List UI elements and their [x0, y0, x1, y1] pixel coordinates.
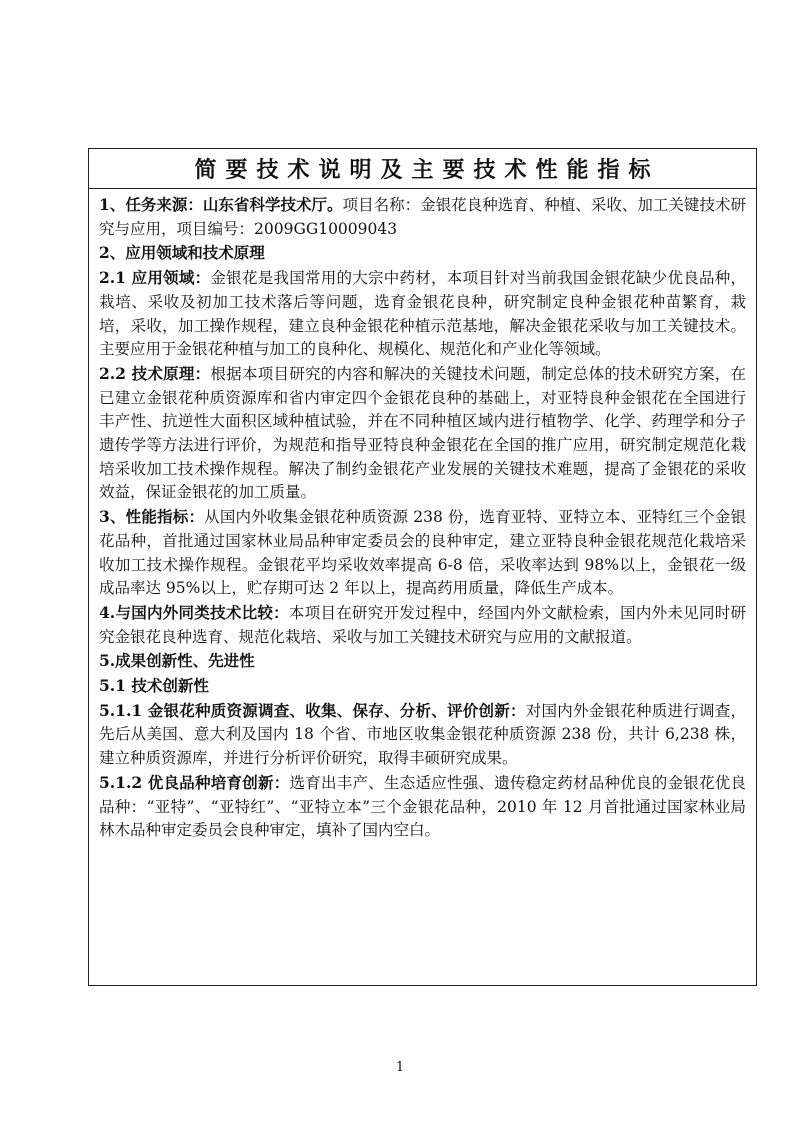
- section-heading: 5.1.1 金银花种质资源调查、收集、保存、分析、评价创新：: [99, 700, 526, 720]
- section-text: 从国内外收集金银花种质资源 238 份，选育亚特、亚特立本、亚特红三个金银花品种，首批通过国家林业局品种审定委员会的良种审定，建立亚特良种金银花规范化栽培采收加工技术操作规程。金银花平均采收效率提高 6-8 倍，采收率达到 98%以上，金银花一级成品率达 95%以上，贮存期可达 2 年以上，提高药用质量，降低生产成本。: [99, 508, 746, 598]
- section-heading: 2、应用领域和技术原理: [99, 243, 265, 263]
- section-text: 本项目在研究开发过程中，经国内外文献检索，国内外未见同时研究金银花良种选育、规范化栽培、采收与加工关键技术研究与应用的文献报道。: [99, 603, 746, 646]
- section-text: 对国内外金银花种质进行调查，先后从美国、意大利及国内 18 个省、市地区收集金银花种质资源 238 份，共计 6,238 株，建立种质资源库，并进行分析评价研究，取得丰硕研究成果。: [99, 701, 746, 768]
- section-heading: 2.1 应用领域：: [99, 268, 211, 288]
- section-text: 项目名称：金银花良种选育、种植、采收、加工关键技术研究与应用，项目编号：2009GG10009043: [99, 196, 746, 238]
- section-heading: 2.2 技术原理：: [99, 363, 211, 383]
- document-title: 简要技术说明及主要技术性能指标: [89, 149, 756, 189]
- section-text: 选育出丰产、生态适应性强、遗传稳定药材品种优良的金银花优良品种：“亚特”、“亚特红”、“亚特立本”三个金银花品种，2010 年 12 月首批通过国家林业局林木品种审定委员会良种审定，填补了国内空白。: [99, 773, 746, 840]
- section-heading: 3、性能指标：: [99, 507, 205, 527]
- section-application: [99, 241, 746, 266]
- section-heading: 5.1.2 优良品种培育创新：: [99, 772, 290, 792]
- page-number: 1: [395, 1060, 405, 1075]
- section-text: 金银花是我国常用的大宗中药材，本项目针对当前我国金银花缺少优良品种，栽培、采收及初加工技术落后等问题，选育金银花良种，研究制定良种金银花种苗繁育，栽培，采收，加工操作规程，建立良种金银花种植示范基地，解决金银花采收与加工关键技术。主要应用于金银花种植与加工的良种化、规模化、规范化和产业化等领域。: [99, 269, 746, 359]
- section-application-field: [99, 266, 746, 362]
- section-text: 根据本项目研究的内容和解决的关键技术问题，制定总体的技术研究方案，在已建立金银花种质资源库和省内审定四个金银花良种的基础上，对亚特良种金银花在全国进行丰产性、抗逆性大面积区域种植试验，并在不同种植区域内进行植物学、化学、药理学和分子遗传学等方法进行评价，为规范和指导亚特良种金银花在全国的推广应用，研究制定规范化栽培采收加工技术操作规程。解决了制约金银花产业发展的关键技术难题，提高了金银花的采收效益，保证金银花的加工质量。: [99, 364, 746, 502]
- section-heading: 5.1 技术创新性: [99, 676, 209, 696]
- section-heading: 4.与国内外同类技术比较：: [99, 602, 289, 622]
- document-frame: [88, 148, 757, 986]
- section-technical-principle: [99, 362, 746, 505]
- section-variety-innovation: [99, 771, 746, 843]
- section-performance-indicators: [99, 505, 746, 601]
- section-innovation: [99, 649, 746, 674]
- section-germplasm-innovation: [99, 699, 746, 771]
- section-task-source: [99, 193, 746, 241]
- section-tech-innovation: [99, 674, 746, 699]
- document-body: [89, 189, 756, 843]
- section-heading: 5.成果创新性、先进性: [99, 651, 255, 671]
- section-comparison: [99, 601, 746, 649]
- section-heading: 1、任务来源：山东省科学技术厅。: [99, 195, 343, 214]
